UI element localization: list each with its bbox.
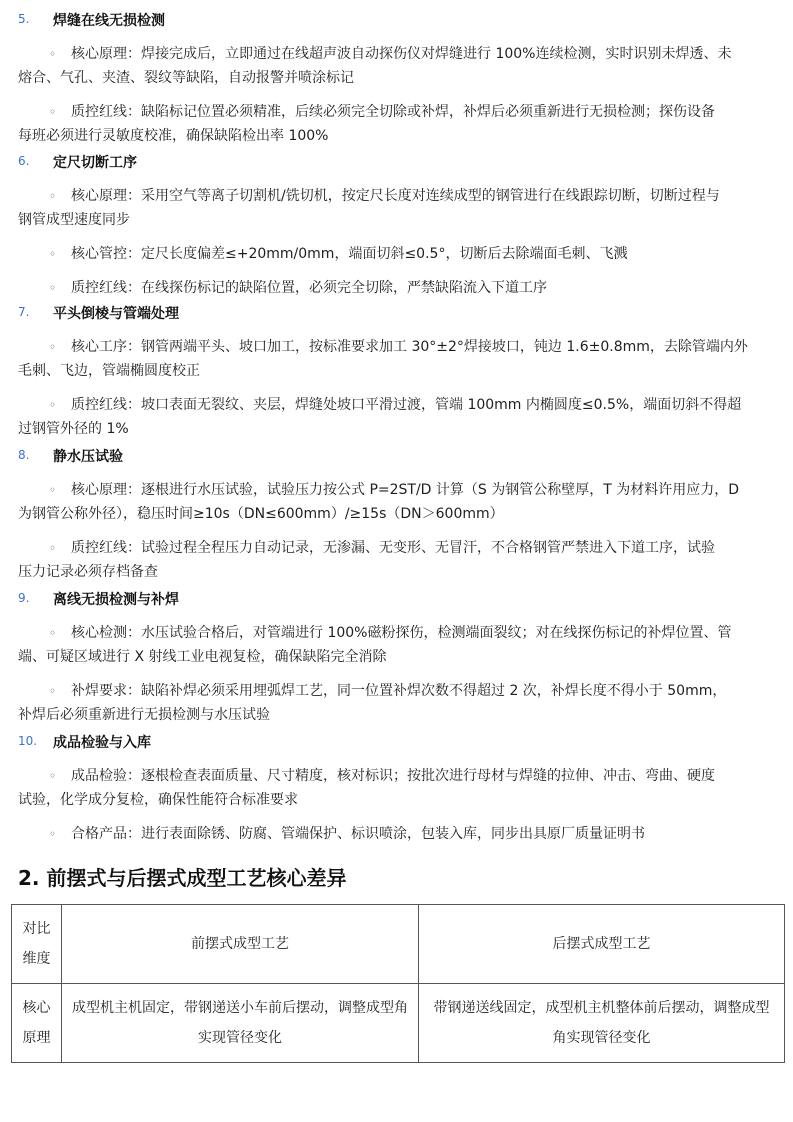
bullet-line-2: 补焊后必须重新进行无损检测与水压试验 — [18, 707, 270, 723]
table-cell: 核心原理 — [12, 984, 62, 1063]
table-cell: 带钢递送线固定，成型机主机整体前后摆动，调整成型角实现管径变化 — [419, 984, 785, 1063]
bullet-icon: ◦ — [49, 281, 57, 295]
bullet-line-1: 合格产品：进行表面除锈、防腐、管端保护、标识喷涂，包装入库，同步出具原厂质量证明书 — [71, 826, 645, 842]
list-item — [18, 822, 778, 846]
section-number: 6. — [18, 154, 30, 168]
bullet-line-1: 核心原理：焊接完成后，立即通过在线超声波自动探伤仪对焊缝进行 100%连续检测，实时识别未焊透、未 — [71, 46, 732, 62]
bullet-line-2: 每班必须进行灵敏度校准，确保缺陷检出率 100% — [18, 128, 329, 144]
bullet-line-2: 压力记录必须存档备查 — [18, 564, 158, 580]
section-9 — [18, 587, 778, 727]
bullet-line-1: 质控红线：坡口表面无裂纹、夹层，焊缝处坡口平滑过渡，管端 100mm 内椭圆度≤0.5%，端面切斜不得超 — [71, 397, 742, 413]
table-header-cell: 后摆式成型工艺 — [419, 905, 785, 984]
section-title: 定尺切断工序 — [53, 155, 137, 171]
list-item — [18, 679, 778, 727]
list-item — [18, 621, 778, 669]
bullet-line-1: 成品检验：逐根检查表面质量、尺寸精度，核对标识；按批次进行母材与焊缝的拉伸、冲击、弯曲、硬度 — [71, 768, 715, 784]
bullet-icon: ◦ — [49, 398, 57, 412]
list-item — [18, 42, 778, 90]
bullet-line-2: 钢管成型速度同步 — [18, 212, 130, 228]
table-header-row — [12, 905, 785, 984]
table-header-cell: 对比维度 — [12, 905, 62, 984]
section-title: 静水压试验 — [53, 449, 123, 465]
section-number: 5. — [18, 12, 30, 26]
bullet-icon: ◦ — [49, 626, 57, 640]
list-item — [18, 393, 778, 441]
bullet-icon: ◦ — [49, 827, 57, 841]
bullet-line-1: 核心工序：钢管两端平头、坡口加工，按标准要求加工 30°±2°焊接坡口，钝边 1.6±0.8mm，去除管端内外 — [71, 339, 748, 355]
bullet-line-1: 质控红线：试验过程全程压力自动记录，无渗漏、无变形、无冒汗，不合格钢管严禁进入下道工序，试验 — [71, 540, 715, 556]
bullet-icon: ◦ — [49, 541, 57, 555]
list-item — [18, 335, 778, 383]
section-7 — [18, 301, 778, 441]
section-number: 9. — [18, 591, 30, 605]
list-item — [18, 536, 778, 584]
bullet-line-1: 核心管控：定尺长度偏差≤+20mm/0mm，端面切斜≤0.5°，切断后去除端面毛刺、飞溅 — [71, 246, 628, 262]
section-6 — [18, 150, 778, 300]
section-number: 10. — [18, 734, 38, 748]
section-8 — [18, 444, 778, 584]
bullet-line-1: 质控红线：缺陷标记位置必须精准，后续必须完全切除或补焊，补焊后必须重新进行无损检测；探伤设备 — [71, 104, 715, 120]
section-title: 平头倒棱与管端处理 — [53, 306, 179, 322]
table-row — [12, 984, 785, 1063]
bullet-line-2: 端、可疑区域进行 X 射线工业电视复检，确保缺陷完全消除 — [18, 649, 387, 665]
section-number: 8. — [18, 448, 30, 462]
bullet-line-2: 熔合、气孔、夹渣、裂纹等缺陷，自动报警并喷涂标记 — [18, 70, 354, 86]
bullet-icon: ◦ — [49, 684, 57, 698]
section-heading: 2. 前摆式与后摆式成型工艺核心差异 — [18, 866, 347, 890]
bullet-icon: ◦ — [49, 189, 57, 203]
bullet-icon: ◦ — [49, 47, 57, 61]
bullet-icon: ◦ — [49, 105, 57, 119]
list-item — [18, 764, 778, 812]
table-cell: 成型机主机固定，带钢递送小车前后摆动，调整成型角实现管径变化 — [62, 984, 419, 1063]
list-item — [18, 478, 778, 526]
bullet-line-1: 核心原理：逐根进行水压试验，试验压力按公式 P=2ST/D 计算（S 为钢管公称壁厚，T 为材料许用应力，D — [71, 482, 740, 498]
bullet-icon: ◦ — [49, 483, 57, 497]
bullet-icon: ◦ — [49, 340, 57, 354]
list-item — [18, 100, 778, 148]
bullet-line-2: 过钢管外径的 1% — [18, 421, 129, 437]
section-title: 离线无损检测与补焊 — [53, 592, 179, 608]
list-item — [18, 276, 778, 300]
table-header-cell: 前摆式成型工艺 — [62, 905, 419, 984]
section-title: 成品检验与入库 — [53, 735, 151, 751]
bullet-line-1: 核心原理：采用空气等离子切割机/铣切机，按定尺长度对连续成型的钢管进行在线跟踪切断，切断过程与 — [71, 188, 720, 204]
section-title: 焊缝在线无损检测 — [53, 13, 165, 29]
section-number: 7. — [18, 305, 30, 319]
bullet-line-1: 核心检测：水压试验合格后，对管端进行 100%磁粉探伤，检测端面裂纹；对在线探伤标记的补焊位置、管 — [71, 625, 732, 641]
bullet-line-1: 质控红线：在线探伤标记的缺陷位置，必须完全切除，严禁缺陷流入下道工序 — [71, 280, 547, 296]
list-item — [18, 184, 778, 232]
section-10 — [18, 730, 778, 846]
bullet-line-2: 为钢管公称外径），稳压时间≥10s（DN≤600mm）/≥15s（DN＞600mm） — [18, 506, 504, 522]
bullet-icon: ◦ — [49, 769, 57, 783]
bullet-icon: ◦ — [49, 247, 57, 261]
section-5 — [18, 8, 778, 148]
comparison-table — [11, 904, 785, 1063]
bullet-line-1: 补焊要求：缺陷补焊必须采用埋弧焊工艺，同一位置补焊次数不得超过 2 次，补焊长度不得小于 50mm， — [71, 683, 727, 699]
bullet-line-2: 试验，化学成分复检，确保性能符合标准要求 — [18, 792, 298, 808]
bullet-line-2: 毛刺、飞边，管端椭圆度校正 — [18, 363, 200, 379]
list-item — [18, 242, 778, 266]
